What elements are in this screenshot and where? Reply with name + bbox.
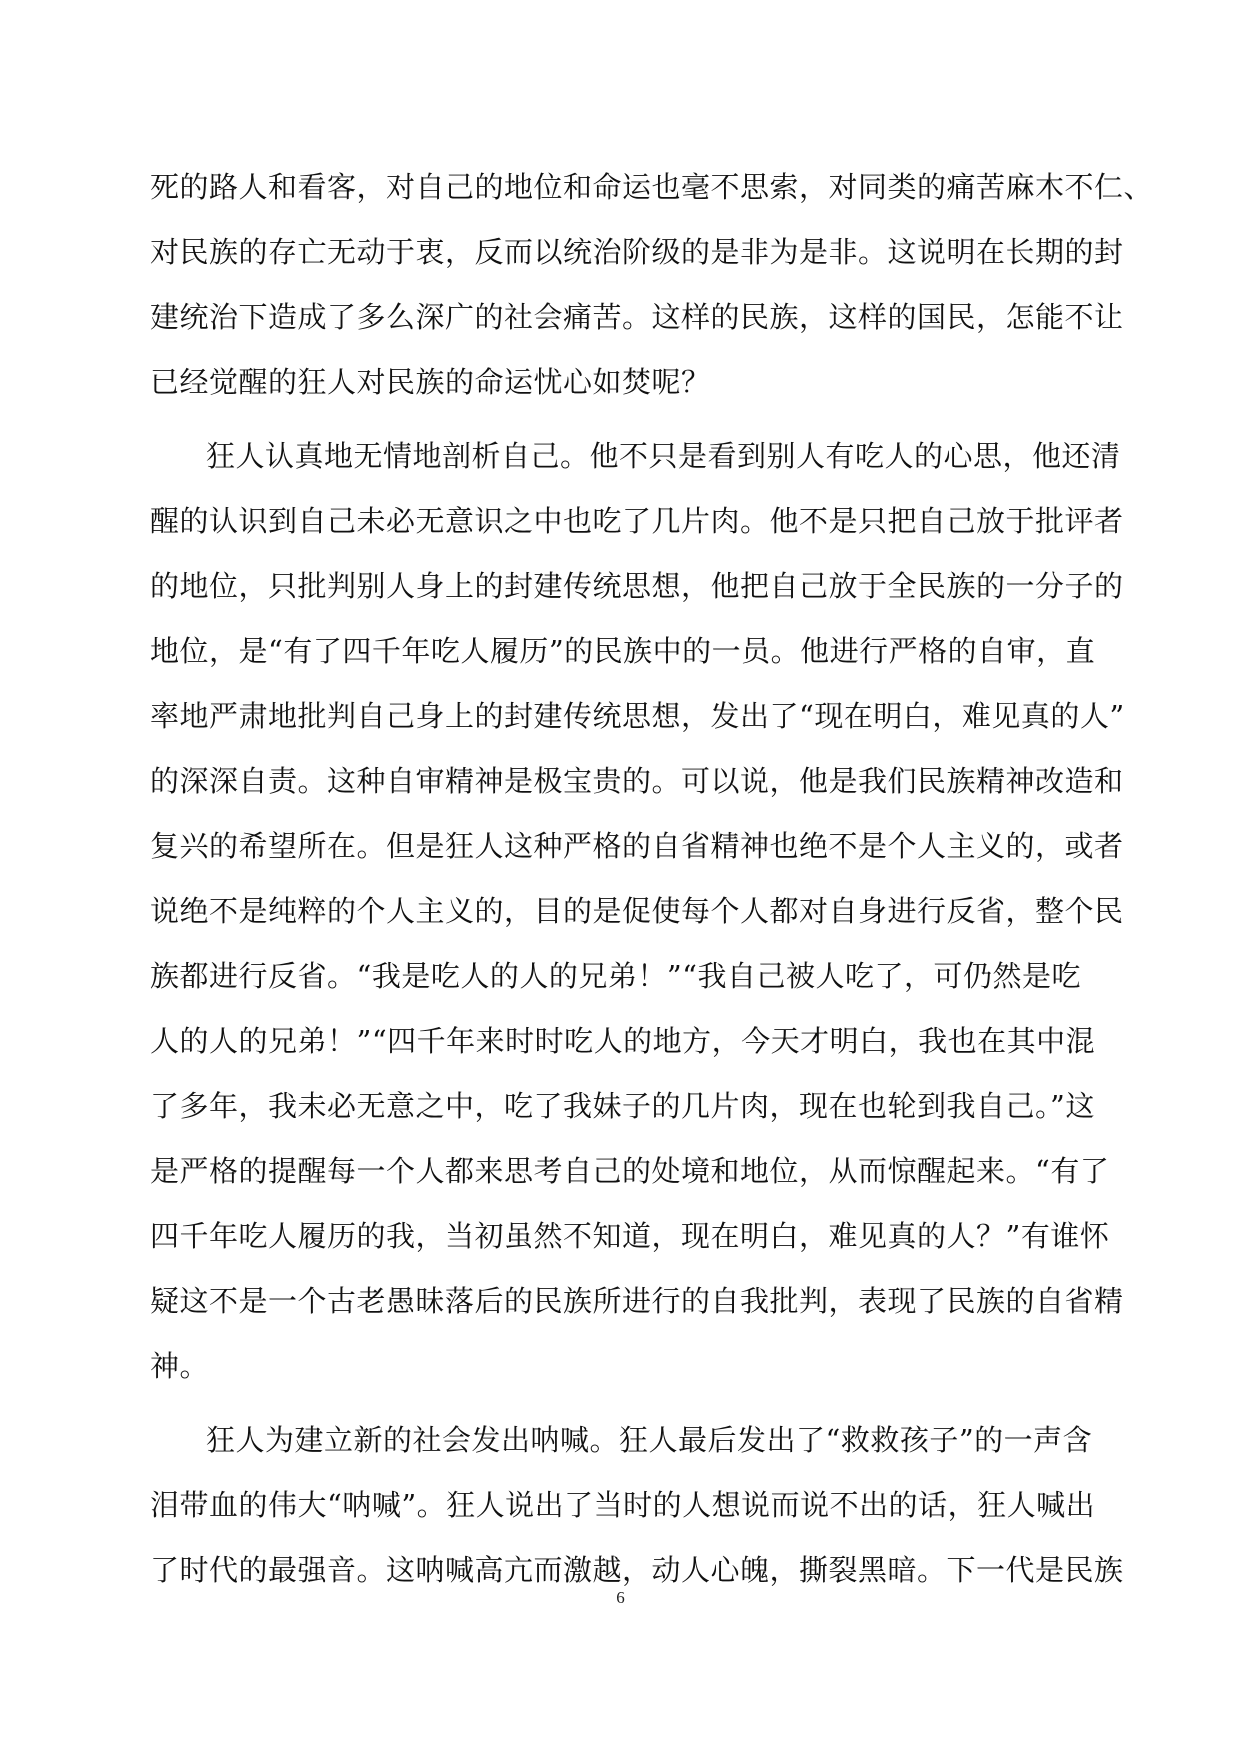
text-line: 族都进行反省。“我是吃人的人的兄弟！”“我自己被人吃了，可仍然是吃 [150,959,1081,993]
text-line: 说绝不是纯粹的个人主义的，目的是促使每个人都对自身进行反省，整个民 [150,894,1124,928]
text-line: 率地严肃地批判自己身上的封建传统思想，发出了“现在明白，难见真的人” [150,699,1125,733]
paragraph-spacer [150,415,1090,424]
text-line: 醒的认识到自己未必无意识之中也吃了几片肉。他不是只把自己放于批评者 [150,504,1124,538]
text-line: 是严格的提醒每一个人都来思考自己的处境和地位，从而惊醒起来。“有了 [150,1154,1110,1188]
paragraph-1 [150,155,1154,415]
text-line: 疑这不是一个古老愚昧落后的民族所进行的自我批判，表现了民族的自省精 [150,1284,1124,1318]
paragraph-spacer [150,1399,1090,1408]
text-line: 了时代的最强音。这呐喊高亢而激越，动人心魄，撕裂黑暗。下一代是民族 [150,1553,1124,1587]
text-line: 狂人为建立新的社会发出呐喊。狂人最后发出了“救救孩子”的一声含 [206,1423,1093,1457]
text-line: 死的路人和看客，对自己的地位和命运也毫不思索，对同类的痛苦麻木不仁、 [150,170,1154,204]
text-line: 已经觉醒的狂人对民族的命运忧心如焚呢？ [150,365,711,399]
text-line: 对民族的存亡无动于衷，反而以统治阶级的是非为是非。这说明在长期的封 [150,235,1124,269]
text-line: 四千年吃人履历的我，当初虽然不知道，现在明白，难见真的人？”有谁怀 [150,1219,1110,1253]
text-line: 泪带血的伟大“呐喊”。狂人说出了当时的人想说而说不出的话，狂人喊出 [150,1488,1096,1522]
paragraph-3 [150,1408,1124,1603]
text-line: 的地位，只批判别人身上的封建传统思想，他把自己放于全民族的一分子的 [150,569,1124,603]
text-line: 人的人的兄弟！”“四千年来时时吃人的地方，今天才明白，我也在其中混 [150,1024,1096,1058]
text-line: 地位，是“有了四千年吃人履历”的民族中的一员。他进行严格的自审，直 [150,634,1096,668]
text-line: 建统治下造成了多么深广的社会痛苦。这样的民族，这样的国民，怎能不让 [150,300,1124,334]
document-body [150,155,1154,1603]
text-line: 神。 [150,1349,210,1383]
paragraph-2 [150,424,1125,1399]
text-line: 的深深自责。这种自审精神是极宝贵的。可以说，他是我们民族精神改造和 [150,764,1124,798]
text-line: 了多年，我未必无意之中，吃了我妹子的几片肉，现在也轮到我自己。”这 [150,1089,1095,1123]
text-line: 复兴的希望所在。但是狂人这种严格的自省精神也绝不是个人主义的，或者 [150,829,1124,863]
page-number: 6 [616,1588,625,1607]
text-line: 狂人认真地无情地剖析自己。他不只是看到别人有吃人的心思，他还清 [206,439,1121,473]
